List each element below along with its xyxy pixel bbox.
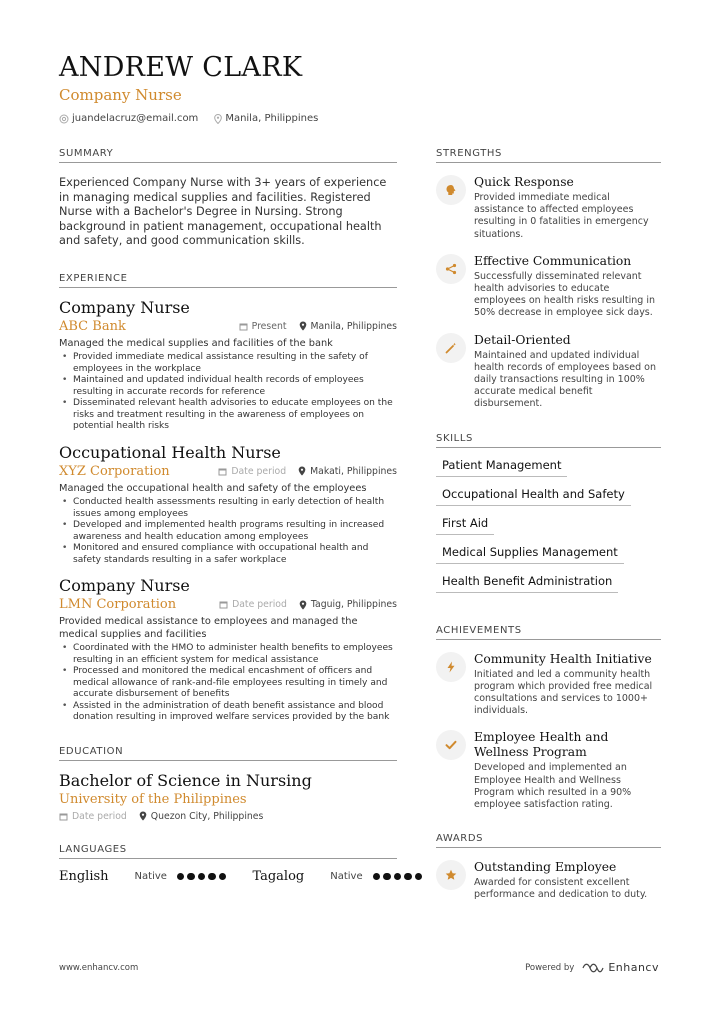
- strength-title: Detail-Oriented: [474, 332, 571, 347]
- page-footer: [59, 961, 659, 974]
- bullet-item: • Developed and implemented health programs resulting in increased awareness and health education among employees: [59, 520, 397, 543]
- skills-section: [436, 433, 661, 593]
- job-title: Company Nurse: [59, 297, 190, 317]
- skill-tag: Health Benefit Administration: [436, 574, 618, 593]
- candidate-name: ANDREW CLARK: [59, 52, 303, 83]
- skill-tag: Occupational Health and Safety: [436, 487, 631, 506]
- company-name: ABC Bank: [59, 318, 126, 334]
- strength-title: Quick Response: [474, 175, 574, 189]
- resume-header: [59, 52, 659, 124]
- summary-heading: SUMMARY: [59, 148, 397, 163]
- bullet-item: • Provided immediate medical assistance resulting in the safety of employees in the workplace: [59, 352, 397, 375]
- award-title: Outstanding Employee: [474, 860, 617, 875]
- achievement-item: [436, 652, 661, 718]
- achievement-description: Initiated and led a community health program which provided free medical consultations and services to 1000+ individuals.: [474, 668, 653, 717]
- award-item: [436, 860, 661, 901]
- job-date: Date period: [232, 599, 287, 611]
- language-level: Native: [134, 870, 167, 882]
- star-icon: [445, 869, 457, 881]
- job-entry: [59, 443, 397, 567]
- strength-item: [436, 254, 661, 320]
- language-name: Tagalog: [252, 868, 305, 884]
- job-description: Provided medical assistance to employees and managed the medical supplies and facilities: [59, 616, 358, 640]
- strengths-heading: STRENGTHS: [436, 148, 661, 163]
- awards-section: [436, 833, 661, 901]
- strength-item: [436, 333, 661, 411]
- location-text: Manila, Philippines: [225, 113, 319, 124]
- calendar-icon: [219, 600, 228, 609]
- email-item[interactable]: [59, 113, 198, 124]
- bullet-item: • Coordinated with the HMO to administer health benefits to employees resulting in an efficient system for medical assistance: [59, 643, 397, 666]
- award-description: Awarded for consistent excellent performance and dedication to duty.: [474, 877, 648, 901]
- brand-name: Enhancv: [608, 961, 659, 974]
- enhancv-logo-icon: [582, 962, 604, 974]
- right-column: [436, 148, 661, 902]
- left-column: [59, 148, 397, 884]
- checkmark-icon: [445, 739, 457, 751]
- strength-description: Maintained and updated individual health records of employees based on daily transactions resulting in 100% accurate medical benefit disbursement.: [474, 349, 656, 410]
- powered-by-label: Powered by: [525, 962, 575, 973]
- strength-title: Effective Communication: [474, 253, 632, 268]
- education-heading: EDUCATION: [59, 746, 397, 761]
- achievement-item: [436, 730, 661, 811]
- job-title: Occupational Health Nurse: [59, 442, 281, 462]
- summary-section: [59, 148, 397, 249]
- education-date: Date period: [72, 810, 127, 822]
- job-location: Makati, Philippines: [310, 465, 397, 477]
- skill-tag: Medical Supplies Management: [436, 545, 624, 564]
- share-icon: [445, 263, 457, 275]
- job-description: Managed the occupational health and safety of the employees: [59, 482, 367, 494]
- job-date: Date period: [231, 465, 287, 477]
- languages-section: [59, 844, 397, 884]
- skills-heading: SKILLS: [436, 433, 661, 448]
- language-name: English: [59, 868, 109, 884]
- company-name: LMN Corporation: [59, 597, 177, 613]
- brand-logo[interactable]: [582, 961, 659, 974]
- experience-section: [59, 273, 397, 724]
- email-text: juandelacruz@email.com: [72, 113, 199, 124]
- degree-title: Bachelor of Science in Nursing: [59, 770, 312, 790]
- bullet-item: • Conducted health assessments resulting in early detection of health issues among employees: [59, 497, 397, 520]
- school-name: University of the Philippines: [59, 791, 247, 807]
- bullet-item: • Monitored and ensured compliance with occupational health and safety standards resulting in a safer workplace: [59, 543, 397, 566]
- calendar-icon: [239, 322, 248, 331]
- bullet-item: • Processed and monitored the medical encashment of officers and medical allowance of rank-and-file employees resulting in timely and accurate disbursement of benefits: [59, 666, 397, 701]
- job-bullets: [59, 497, 397, 566]
- location-pin-icon: [214, 114, 222, 124]
- job-description: Managed the medical supplies and facilities of the bank: [59, 337, 333, 349]
- language-rating: [177, 873, 227, 881]
- job-bullets: [59, 352, 397, 433]
- awards-heading: AWARDS: [436, 833, 661, 848]
- location-item: [214, 113, 318, 124]
- achievement-title: Employee Health and Wellness Program: [474, 730, 609, 760]
- job-bullets: [59, 643, 397, 724]
- job-title: Company Nurse: [59, 576, 190, 596]
- skill-tag: First Aid: [436, 516, 494, 535]
- brain-icon: [445, 184, 457, 196]
- strength-item: [436, 175, 661, 241]
- achievements-section: [436, 625, 661, 812]
- language-level: Native: [330, 870, 363, 882]
- bullet-item: • Maintained and updated individual health records of employees resulting in accurate records for reference: [59, 375, 397, 398]
- skill-tag: Patient Management: [436, 458, 567, 477]
- education-location: Quezon City, Philippines: [150, 810, 264, 822]
- calendar-icon: [59, 812, 68, 821]
- experience-heading: EXPERIENCE: [59, 273, 397, 288]
- job-date: Present: [251, 320, 287, 332]
- job-entry: [59, 298, 397, 433]
- strengths-section: [436, 148, 661, 411]
- location-pin-icon: [139, 811, 147, 821]
- job-location: Manila, Philippines: [310, 320, 397, 332]
- strength-description: Successfully disseminated relevant health advisories to educate employees on health risks resulting in 50% decrease in employee sick days.: [474, 270, 656, 319]
- location-pin-icon: [299, 600, 307, 610]
- candidate-title: Company Nurse: [59, 86, 182, 104]
- contact-row: [59, 113, 659, 124]
- location-pin-icon: [298, 466, 306, 476]
- strength-description: Provided immediate medical assistance to affected employees resulting in 0 fatalities in emergency situations.: [474, 192, 649, 240]
- website-link[interactable]: www.enhancv.com: [59, 962, 139, 973]
- lightning-icon: [445, 661, 457, 673]
- bullet-item: • Assisted in the administration of death benefit assistance and blood donation resulting in improved welfare services provided by the bank: [59, 701, 397, 724]
- bullet-item: • Disseminated relevant health advisories to educate employees on the risks and treatment resulting in the awareness of employees on potential health risks: [59, 398, 397, 433]
- achievement-description: Developed and implemented an Employee Health and Wellness Program which resulted in a 90% employee satisfaction rating.: [474, 762, 632, 811]
- achievements-heading: ACHIEVEMENTS: [436, 625, 661, 640]
- achievement-title: Community Health Initiative: [474, 651, 652, 666]
- magic-wand-icon: [445, 342, 457, 354]
- languages-heading: LANGUAGES: [59, 844, 397, 859]
- job-entry: [59, 576, 397, 724]
- job-location: Taguig, Philippines: [310, 599, 397, 611]
- skills-list: [436, 448, 661, 593]
- at-icon: [59, 114, 69, 124]
- languages-row: [59, 869, 397, 884]
- language-rating: [373, 873, 423, 881]
- location-pin-icon: [299, 321, 307, 331]
- calendar-icon: [218, 467, 227, 476]
- summary-text: Experienced Company Nurse with 3+ years of experience in managing medical supplies and facilities. Registered Nurse with a Bachelor's Degree in Nursing. Strong background in patient management, occupational health and safety, and good communication skills.: [59, 176, 387, 248]
- company-name: XYZ Corporation: [59, 463, 170, 479]
- education-section: [59, 746, 397, 822]
